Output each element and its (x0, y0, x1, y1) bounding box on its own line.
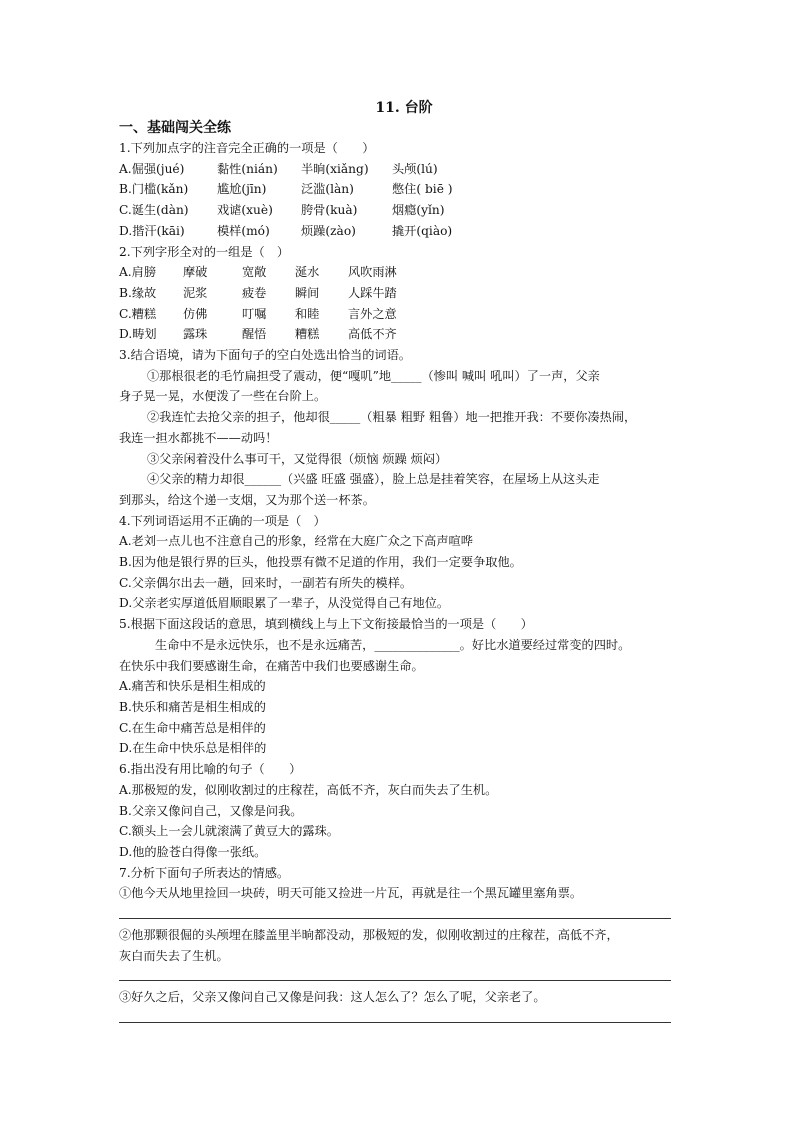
answer-line-1[interactable] (119, 918, 671, 919)
q1-c-3: 胯骨(kuà) (301, 203, 358, 218)
q5-passage-2: 在快乐中我们要感谢生命，在痛苦中我们也要感谢生命。 (119, 658, 424, 673)
q1-stem: 1.下列加点字的注音完全正确的一项是（ ） (119, 141, 375, 155)
q4-option-b: B.因为他是银行界的巨头，他投票有微不足道的作用，我们一定要争取他。 (119, 555, 522, 570)
q5-option-d: D.在生命中快乐总是相伴的 (119, 741, 267, 756)
q1-option-a (119, 159, 679, 180)
q7-stem: 7.分析下面句子所表达的情感。 (119, 865, 290, 880)
q1-c-2: 戏谑(xuè) (217, 203, 273, 218)
q1-b-2: 尴尬(jīn) (217, 182, 267, 197)
q3-item-1-cont: 身子晃一晃，水便泼了一些在台阶上。 (119, 389, 327, 404)
q1-option-c (119, 200, 679, 221)
q2-b-2: 泥浆 (183, 285, 208, 300)
q2-d-2: 露珠 (183, 327, 208, 342)
q2-a-4: 涎水 (295, 265, 320, 280)
q1-b-4: 憋住( biē ) (392, 182, 453, 197)
q5-stem: 5.根据下面这段话的意思，填到横线上与上下文衔接最恰当的一项是（ ） (119, 617, 533, 632)
q1-d-3: 烦躁(zào) (301, 223, 356, 238)
worksheet-content (119, 98, 679, 1029)
q1-option-b (119, 179, 679, 200)
q2-d-5: 高低不齐 (348, 327, 397, 342)
q4-option-a: A.老刘一点儿也不注意自己的形象，经常在大庭广众之下高声喧哗 (119, 534, 473, 549)
q2-b-3: 疲卷 (242, 285, 267, 300)
q1-b-1: B.门槛(kǎn) (119, 182, 189, 197)
q2-c-1: C.糟糕 (119, 306, 157, 321)
lesson-title: 11. 台阶 (375, 100, 433, 116)
q3-item-2: ②我连忙去抢父亲的担子，他却很_____（粗暴 粗野 粗鲁）地一把推开我：不要你凑热闹， (147, 410, 637, 425)
q2-c-3: 叮嘱 (242, 306, 267, 321)
spacer (119, 966, 679, 972)
q2-stem: 2.下列字形全对的一组是（ ） (119, 244, 290, 259)
q7-item-1: ①他今天从地里捡回一块砖，明天可能又捡进一片瓦，再就是往一个黑瓦罐里塞角票。 (119, 886, 583, 901)
q1-a-4: 头颅(lú) (392, 161, 438, 176)
q3-item-1: ①那根很老的毛竹扁担受了震动，便“嘎叽”地_____（惨叫 喊叫 吼叫）了一声，父亲 (147, 368, 600, 383)
q6-option-d: D.他的脸苍白得像一张纸。 (119, 844, 267, 859)
q7-item-2: ②他那颗很倔的头颅埋在膝盖里半晌都没动，那极短的发，似刚收割过的庄稼茬，高低不齐， (119, 928, 619, 943)
q2-option-c (119, 304, 679, 325)
q1-d-2: 模样(mó) (217, 223, 270, 238)
q1-d-1: D.揩汗(kāi) (119, 223, 185, 238)
q4-stem: 4.下列词语运用不正确的一项是（ ） (119, 513, 326, 528)
spacer (119, 904, 679, 910)
q1-b-3: 泛滥(làn) (301, 182, 354, 197)
q5-passage-1: 生命中不是永远快乐，也不是永远痛苦，______________。好比水道要经过常变的四时。 (155, 637, 631, 652)
q6-option-b: B.父亲又像问自己，又像是问我。 (119, 803, 303, 818)
q6-stem: 6.指出没有用比喻的句子（ ） (119, 762, 302, 777)
q7-item-2-cont: 灰白而失去了生机。 (119, 948, 229, 963)
q5-option-c: C.在生命中痛苦总是相伴的 (119, 720, 266, 735)
q1-a-2: 黏性(nián) (217, 161, 278, 176)
q1-option-d (119, 221, 679, 242)
q1-c-1: C.诞生(dàn) (119, 203, 189, 218)
q2-a-3: 宽敞 (242, 265, 267, 280)
q4-option-d: D.父亲老实厚道低眉顺眼累了一辈子，从没觉得自己有地位。 (119, 596, 450, 611)
q6-option-a: A.那极短的发，似刚收割过的庄稼茬，高低不齐，灰白而失去了生机。 (119, 782, 498, 797)
q4-option-c: C.父亲偶尔出去一趟，回来时，一副若有所失的模样。 (119, 575, 413, 590)
q2-d-1: D.畴划 (119, 327, 157, 342)
section-heading: 一、基础闯关全练 (119, 120, 231, 136)
q3-item-4: ④父亲的精力却很______（兴盛 旺盛 强盛），脸上总是挂着笑容，在屋场上从这头走 (147, 472, 600, 487)
q2-option-d (119, 324, 679, 345)
q2-d-4: 糟糕 (295, 327, 320, 342)
q2-b-4: 瞬间 (295, 285, 320, 300)
q2-a-2: 摩破 (183, 265, 208, 280)
q2-option-a (119, 262, 679, 283)
q3-stem: 3.结合语境，请为下面句子的空白处选出恰当的词语。 (119, 348, 411, 363)
q2-option-b (119, 283, 679, 304)
q3-item-2-cont: 我连一担水都挑不——动吗！ (119, 430, 278, 445)
spacer (119, 1008, 679, 1014)
q1-a-1: A.倔强(jué) (119, 161, 185, 176)
answer-line-3[interactable] (119, 1022, 671, 1023)
q2-c-5: 言外之意 (348, 306, 397, 321)
q2-b-1: B.缘故 (119, 285, 157, 300)
q1-a-3: 半晌(xiǎng) (301, 161, 369, 176)
q3-item-4-cont: 到那头，给这个递一支烟，又为那个送一杯茶。 (119, 492, 375, 507)
q7-item-3: ③好久之后，父亲又像问自己又像是问我：这人怎么了？怎么了呢，父亲老了。 (119, 990, 546, 1005)
q5-option-a: A.痛苦和快乐是相生相成的 (119, 679, 266, 694)
q3-item-3: ③父亲闲着没什么事可干，又觉得很（烦恼 烦躁 烦闷） (147, 451, 448, 466)
answer-line-2[interactable] (119, 980, 671, 981)
q2-a-5: 风吹雨淋 (348, 265, 397, 280)
q5-option-b: B.快乐和痛苦是相生相成的 (119, 699, 266, 714)
q2-c-4: 和睦 (295, 306, 320, 321)
q6-option-c: C.额头上一会儿就滚满了黄豆大的露珠。 (119, 824, 339, 839)
q2-c-2: 仿佛 (183, 306, 208, 321)
q2-a-1: A.肩膀 (119, 265, 157, 280)
q1-c-4: 烟瘾(yǐn) (392, 203, 445, 218)
q2-b-5: 人踩牛踏 (348, 285, 397, 300)
q2-d-3: 醒悟 (242, 327, 267, 342)
q1-d-4: 撬开(qiào) (392, 223, 453, 238)
